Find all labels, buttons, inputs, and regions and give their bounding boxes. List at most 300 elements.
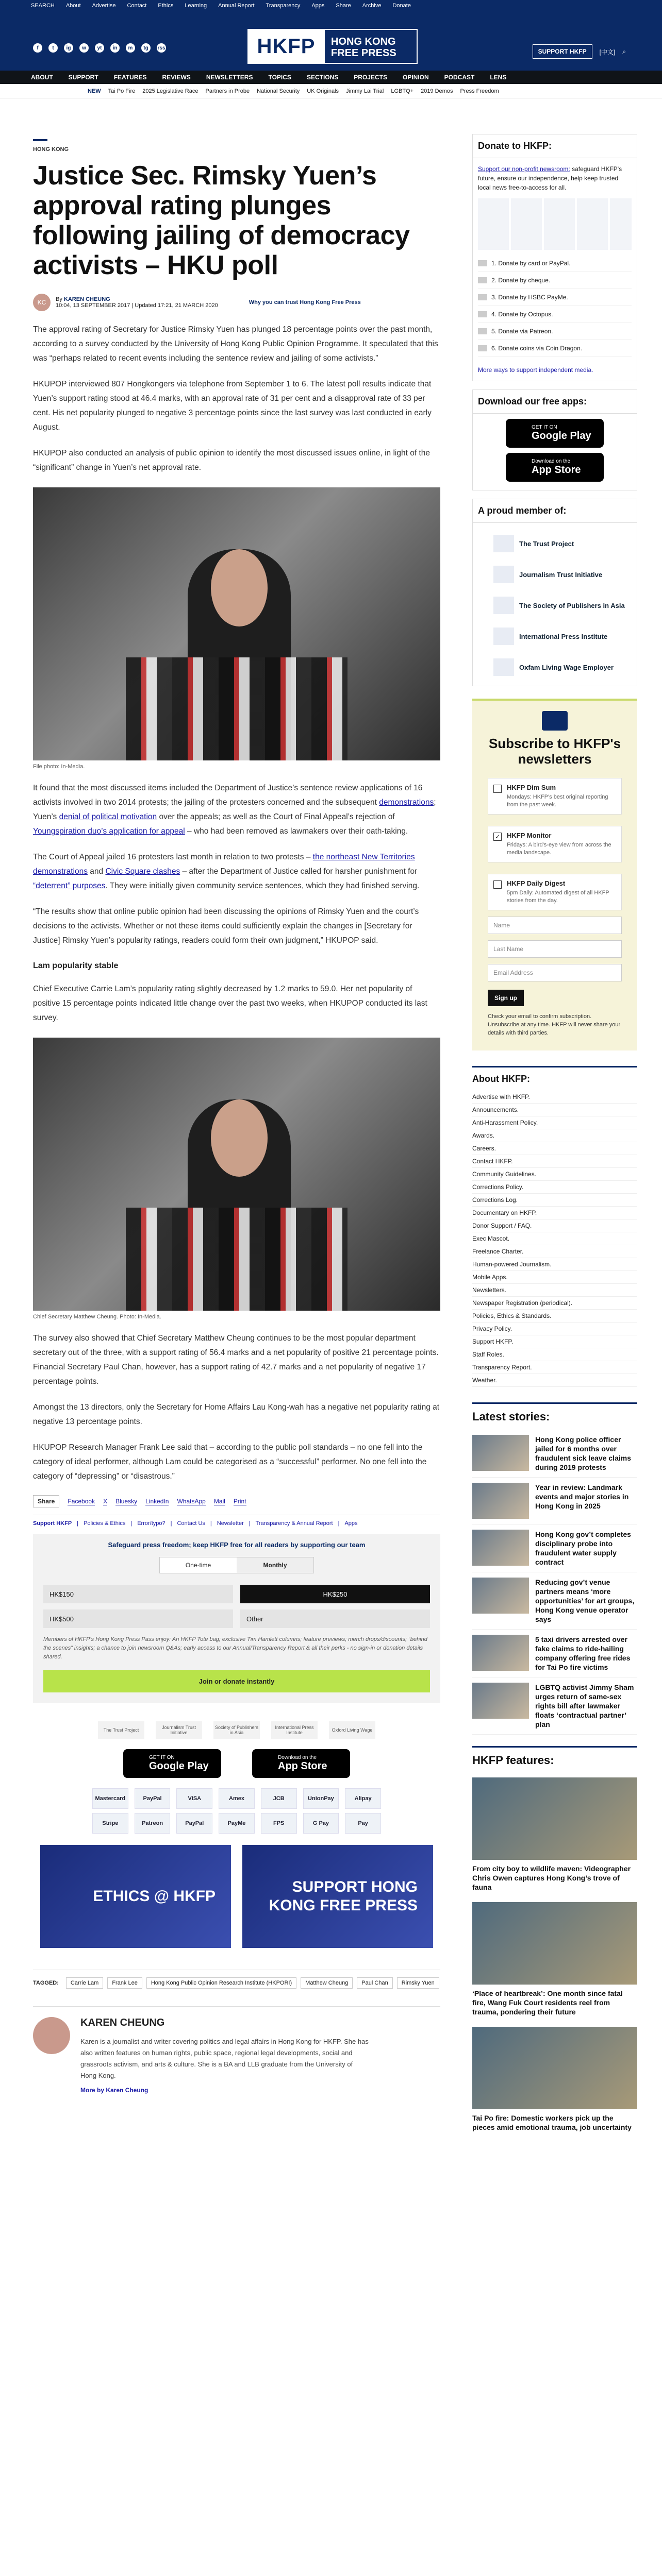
about-link[interactable]: Contact HKFP. — [472, 1155, 637, 1168]
share-bar — [33, 1495, 440, 1507]
partner-icon — [493, 628, 514, 645]
partner-logo[interactable] — [493, 533, 637, 554]
story-thumb — [472, 1530, 529, 1566]
feature-item[interactable] — [472, 2023, 637, 2138]
feature-item[interactable] — [472, 1898, 637, 2023]
author-box — [33, 2006, 440, 2094]
payment-logo[interactable]: G Pay — [303, 1813, 339, 1834]
story-thumb — [472, 1435, 529, 1471]
method-icon — [478, 345, 487, 351]
widget-title: Donate to HKFP: — [473, 134, 637, 158]
logo-name — [325, 29, 418, 64]
inline-link[interactable]: Civic Square clashes — [105, 867, 180, 876]
partner-name: The Society of Publishers in Asia — [519, 601, 625, 609]
donate-widget — [472, 134, 637, 381]
paragraph: Chief Executive Carrie Lam’s popularity rating slightly decreased by 1.2 marks to 59.0. Her net popularity of positive 15 percentage points indicated little change over the past two weeks, when HKUPOP conducted its last survey. — [33, 985, 427, 1022]
about-link[interactable]: Corrections Policy. — [472, 1181, 637, 1194]
member-logos — [33, 1721, 440, 1739]
newsletter-checkbox[interactable]: ✓ — [493, 833, 502, 841]
about-link[interactable]: Announcements. — [472, 1104, 637, 1116]
payment-logo[interactable]: PayPal — [176, 1813, 212, 1834]
name-field[interactable]: Name — [488, 917, 622, 934]
method-label: 1. Donate by card or PayPal. — [491, 260, 571, 267]
method-label: 5. Donate via Patreon. — [491, 328, 553, 335]
partner-name: Oxfam Living Wage Employer — [519, 663, 614, 671]
partner-logo[interactable] — [493, 657, 637, 677]
about-link[interactable]: Advertise with HKFP. — [472, 1091, 637, 1104]
payment-logo[interactable]: Alipay — [345, 1788, 381, 1809]
util-item[interactable]: Apps — [311, 3, 325, 9]
about-link[interactable]: Mobile Apps. — [472, 1271, 637, 1284]
newsletter-option[interactable] — [488, 874, 622, 910]
partner-icon — [493, 658, 514, 676]
text: safeguard HKFP's future, ensure our independence, help keep trusted local news free-to-access for all. — [478, 165, 622, 191]
badge-small: GET IT ON — [532, 425, 557, 430]
whatsapp-icon[interactable]: w — [79, 43, 89, 53]
join-button[interactable]: Join or donate instantly — [43, 1670, 430, 1692]
facebook-icon[interactable]: f — [33, 43, 42, 53]
app-store-badge[interactable] — [252, 1749, 350, 1778]
text: – who had been removed as lawmakers over their oath-taking. — [185, 827, 408, 836]
newsletter-widget — [472, 699, 637, 1050]
author-link[interactable]: KAREN CHEUNG — [63, 296, 110, 302]
text: – after the Department of Justice called for harsher punishment for — [180, 867, 418, 876]
util-item[interactable]: Archive — [362, 3, 382, 9]
nav-item[interactable]: LENS — [490, 74, 507, 81]
widget-title: Latest stories: — [472, 1402, 637, 1430]
paragraph: HKUPOP interviewed 807 Hongkongers via telephone from September 1 to 6. The latest poll results indicate that Yuen’s support rating stood at 46.4 marks, with an approval rate of 31 per cent and a disapproval rate of 33 per cent. His net popularity plunged to negative 3 percentage points since the last survey was last conducted in early August. — [33, 380, 432, 432]
telegram-icon[interactable]: tg — [141, 43, 151, 53]
newsletter-title: Subscribe to HKFP's newsletters — [488, 736, 621, 767]
story-title: Year in review: Landmark events and major stories in Hong Kong in 2025 — [535, 1483, 629, 1510]
paragraph — [33, 781, 440, 839]
about-link[interactable]: Donor Support / FAQ. — [472, 1219, 637, 1232]
trending-item[interactable]: Tai Po Fire — [108, 88, 136, 94]
trending-item[interactable]: Partners in Probe — [205, 88, 250, 94]
story-title: 5 taxi drivers arrested over fake claims to ride-hailing company offering free rides for Tai Po fire victims — [535, 1635, 631, 1671]
amount-option-selected[interactable]: HK$250 — [240, 1585, 430, 1603]
updated-date: Updated 17:21, 21 MARCH 2020 — [135, 302, 218, 309]
newsletter-option[interactable] — [488, 778, 622, 815]
paragraph: HKUPOP also conducted an analysis of public opinion to identify the most discussed issues online, in light of the “significant” change in Yuen’s net approval rate. — [33, 449, 430, 472]
about-link[interactable]: Support HKFP. — [472, 1335, 637, 1348]
site-logo[interactable] — [247, 29, 418, 64]
method-label: 2. Donate by cheque. — [491, 277, 551, 284]
nav-item[interactable]: NEWSLETTERS — [206, 74, 253, 81]
tag[interactable]: Frank Lee — [107, 1977, 142, 1989]
byline-prefix: By — [56, 296, 62, 302]
story-thumb — [472, 1483, 529, 1519]
site-header — [0, 11, 662, 71]
payment-logo[interactable]: Amex — [219, 1788, 255, 1809]
method-icon — [478, 277, 487, 283]
partner-name: The Trust Project — [519, 539, 574, 548]
inline-link[interactable]: Youngspiration duo’s application for appeal — [33, 827, 185, 836]
share-x[interactable]: X — [103, 1497, 108, 1505]
donation-title[interactable]: Safeguard press freedom; keep HKFP free for all readers by supporting our team — [108, 1541, 366, 1549]
new-label: NEW — [88, 88, 101, 94]
story-item[interactable] — [472, 1572, 637, 1630]
method-label: 3. Donate by HSBC PayMe. — [491, 294, 568, 301]
linkedin-icon[interactable]: in — [110, 43, 120, 53]
donate-method[interactable] — [478, 306, 632, 323]
about-link[interactable]: Privacy Policy. — [472, 1323, 637, 1335]
payment-logo[interactable]: FPS — [261, 1813, 297, 1834]
logo-mark: HKFP — [247, 29, 325, 64]
badge-label: Google Play — [532, 430, 591, 442]
feature-item[interactable] — [472, 1773, 637, 1898]
feature-title: ‘Place of heartbreak’: One month since fatal fire, Wang Fuk Court residents reel from trauma, pondering their future — [472, 1989, 623, 2016]
widget-title: About HKFP: — [472, 1066, 637, 1091]
byline — [33, 294, 440, 311]
frequency-toggle — [159, 1557, 314, 1573]
policy-links: Support HKFP | Policies & Ethics | Error/typo? | Contact Us | Newsletter | Transparency & Annual Report | Apps — [33, 1515, 440, 1527]
story-title: Reducing gov’t venue partners means ‘more opportunities’ for art groups, Hong Kong venue operator says — [535, 1578, 635, 1623]
article-section[interactable]: HONG KONG — [33, 146, 69, 152]
util-item[interactable]: Advertise — [92, 3, 116, 9]
article-photo-matthew-cheung — [33, 1038, 440, 1311]
badge-small: GET IT ON — [149, 1755, 175, 1760]
photo-face — [211, 549, 268, 626]
policy-link[interactable]: Newsletter — [217, 1520, 244, 1527]
feature-image — [472, 1777, 637, 1860]
story-title: Hong Kong gov’t completes disciplinary probe into fraudulent water supply contract — [535, 1530, 631, 1566]
trending-strip — [0, 84, 662, 98]
partner-icon — [493, 566, 514, 583]
partner-logo[interactable] — [493, 564, 637, 585]
feature-title: Tai Po fire: Domestic workers pick up the pieces amid emotional trauma, job uncertainty — [472, 2114, 632, 2131]
member-logo[interactable]: International Press Institute — [271, 1721, 318, 1739]
paragraph: “The results show that online public opinion had been discussing the opinions of Rimsky Yuen and the court’s decisions to the activists. Whether or not these items could sufficiently explain the changes in [Secretary for Justice] Rimsky Yuen’s popularity ratings, readers could form their own judgment,” HKUPOP said. — [33, 907, 419, 945]
amount-option[interactable]: HK$500 — [43, 1609, 233, 1628]
about-link[interactable]: Newspaper Registration (periodical). — [472, 1297, 637, 1310]
newsletter-name: HKFP Monitor — [507, 832, 552, 839]
envelope-icon — [542, 711, 568, 731]
trending-item[interactable]: 2019 Demos — [421, 88, 453, 94]
story-thumb — [472, 1578, 529, 1614]
util-item[interactable]: Annual Report — [218, 3, 255, 9]
about-link[interactable]: Corrections Log. — [472, 1194, 637, 1207]
payment-logo[interactable]: Stripe — [92, 1813, 128, 1834]
section-rule — [33, 139, 47, 141]
story-title: LGBTQ activist Jimmy Sham urges return of same-sex rights bill after lawmaker floats ‘contractual partner’ plan — [535, 1683, 634, 1728]
donate-method[interactable] — [478, 272, 632, 289]
newsletter-name: HKFP Dim Sum — [507, 784, 556, 791]
policy-link[interactable]: Transparency & Annual Report — [255, 1520, 333, 1527]
freq-one-time[interactable]: One-time — [185, 1562, 211, 1569]
paragraph: The approval rating of Secretary for Justice Rimsky Yuen has plunged 18 percentage points over the past month, according to a survey conducted by the University of Hong Kong Public Opinion Programme. It speculated that this was “perhaps related to recent events including the sentence review and jailing of some activists.” — [33, 325, 438, 363]
payment-logo[interactable]: Mastercard — [92, 1788, 128, 1809]
payment-logo[interactable]: PayMe — [219, 1813, 255, 1834]
trending-item[interactable]: UK Originals — [307, 88, 339, 94]
tag[interactable]: Hong Kong Public Opinion Research Institute (HKPORI) — [146, 1977, 296, 1989]
google-play-badge[interactable] — [506, 419, 604, 448]
share-print[interactable]: Print — [233, 1497, 246, 1505]
method-icon — [478, 294, 487, 300]
utility-bar — [0, 0, 662, 11]
share-bluesky[interactable]: Bluesky — [115, 1497, 138, 1505]
about-link[interactable]: Awards. — [472, 1129, 637, 1142]
donation-note: Members of HKFP's Hong Kong Press Pass enjoy: An HKFP Tote bag; exclusive Tim Hamlett columns; feature previews; merch drops/discounts; “behind the scenes” insights; a chance to join newsroom Q&As; early access to our Annual/Transparency Report & all their perks - no sign-in or donation details shared. — [43, 1636, 427, 1660]
more-by-author-link[interactable]: More by Karen Cheung — [80, 2087, 148, 2094]
donate-description — [473, 158, 637, 198]
util-item[interactable]: Ethics — [158, 3, 174, 9]
trending-item[interactable]: 2025 Legislative Race — [142, 88, 198, 94]
article-photo-rimsky-yuen — [33, 487, 440, 760]
header-actions — [533, 44, 626, 59]
policy-link[interactable]: Apps — [344, 1520, 358, 1527]
member-logo[interactable]: The Trust Project — [98, 1721, 144, 1739]
nav-item[interactable]: ABOUT — [31, 74, 53, 81]
share-facebook[interactable]: Facebook — [68, 1497, 95, 1505]
trending-item[interactable]: Jimmy Lai Trial — [346, 88, 384, 94]
util-item[interactable]: SEARCH — [31, 3, 55, 9]
photo-face — [211, 1099, 268, 1177]
nav-item[interactable]: REVIEWS — [162, 74, 191, 81]
util-item[interactable]: Share — [336, 3, 351, 9]
amount-options — [43, 1585, 430, 1628]
text: and — [87, 867, 106, 876]
author-photo[interactable] — [33, 2017, 70, 2054]
policy-link[interactable]: Support HKFP — [33, 1520, 72, 1527]
newsletter-checkbox[interactable] — [493, 785, 502, 793]
member-logo[interactable]: Journalism Trust Initiative — [156, 1721, 202, 1739]
feature-image — [472, 1902, 637, 1985]
share-label: Share — [33, 1495, 59, 1507]
paragraph — [33, 850, 440, 893]
member-logo[interactable]: Society of Publishers in Asia — [213, 1721, 260, 1739]
donate-methods — [473, 250, 637, 362]
policy-link[interactable]: Contact Us — [177, 1520, 205, 1527]
tag[interactable]: Matthew Cheung — [301, 1977, 353, 1989]
about-link[interactable]: Weather. — [472, 1374, 637, 1387]
member-logo[interactable]: Oxford Living Wage — [329, 1721, 375, 1739]
nav-item[interactable]: FEATURES — [113, 74, 147, 81]
amount-option[interactable]: HK$150 — [43, 1585, 233, 1603]
photo-caption: Chief Secretary Matthew Cheung. Photo: In-Media. — [33, 1314, 161, 1320]
trending-item[interactable]: National Security — [257, 88, 300, 94]
sidebar — [472, 134, 637, 2138]
logo-name-line2: FREE PRESS — [331, 47, 396, 59]
payment-logo[interactable]: Pay — [345, 1813, 381, 1834]
share-linkedin[interactable]: LinkedIn — [145, 1497, 169, 1505]
share-whatsapp[interactable]: WhatsApp — [177, 1497, 206, 1505]
app-store-badge[interactable] — [506, 453, 604, 482]
signup-button[interactable]: Sign up — [488, 990, 524, 1006]
about-link[interactable]: Documentary on HKFP. — [472, 1207, 637, 1219]
signup-note: Check your email to confirm subscription. Unsubscribe at any time. HKFP will never share your details with third parties. — [488, 1013, 621, 1036]
x-icon[interactable]: t — [48, 43, 58, 53]
partner-name: Journalism Trust Initiative — [519, 570, 603, 579]
logo-name-line1: HONG KONG — [331, 36, 396, 47]
about-link[interactable]: Policies, Ethics & Standards. — [472, 1310, 637, 1323]
amount-option[interactable]: Other — [240, 1609, 430, 1628]
search-icon[interactable]: ⌕ — [622, 47, 626, 55]
article-title: Justice Sec. Rimsky Yuen’s approval rating plunges following jailing of democracy activists – HKU poll — [33, 161, 410, 280]
paragraph: Amongst the 13 directors, only the Secretary for Home Affairs Lau Kong-wah has a negative net popularity rating at negative 13 percentage points. — [33, 1403, 440, 1426]
instagram-icon[interactable]: ig — [64, 43, 73, 53]
freq-monthly[interactable]: Monthly — [237, 1557, 313, 1573]
text: The Court of Appeal jailed 16 protesters last month in relation to two protests – — [33, 853, 313, 861]
inline-link[interactable]: denial of political motivation — [59, 812, 157, 821]
rss-icon[interactable]: rss — [157, 43, 166, 53]
badge-small: Download on the — [278, 1755, 317, 1760]
newsletter-option[interactable] — [488, 826, 622, 862]
paragraph: HKUPOP Research Manager Frank Lee said that – according to the public poll standards – no one fell into the category of ideal performer, although Lam could be categorised as a “successful” performer. No one fell into the category of “depressing” or “disastrous.” — [33, 1443, 427, 1481]
partner-icon — [493, 535, 514, 552]
policy-link[interactable]: Policies & Ethics — [84, 1520, 126, 1527]
text: . They were initially given community service sentences, which they had finished serving. — [105, 882, 420, 890]
badge-small: Download on the — [532, 459, 571, 464]
partner-name: International Press Institute — [519, 632, 608, 640]
util-item[interactable]: Donate — [392, 3, 411, 9]
about-link[interactable]: Exec Mascot. — [472, 1232, 637, 1245]
method-icon — [478, 328, 487, 334]
about-link[interactable]: Careers. — [472, 1142, 637, 1155]
story-item[interactable] — [472, 1430, 637, 1478]
story-item[interactable] — [472, 1478, 637, 1524]
nav-item[interactable]: SUPPORT — [68, 74, 98, 81]
inline-link[interactable]: “deterrent” purposes — [33, 882, 106, 890]
method-label: 6. Donate coins via Coin Dragon. — [491, 345, 583, 352]
photo-caption: File photo: In-Media. — [33, 764, 85, 770]
about-link[interactable]: Human-powered Journalism. — [472, 1258, 637, 1271]
article — [33, 139, 440, 2094]
paragraph: The survey also showed that Chief Secretary Matthew Cheung continues to be the most popular department secretary out of the three, with a support rating of 56.4 marks and a net popularity of positive 21 percentage points. Financial Secretary Paul Chan, however, has a support rating of 42.7 marks and a net popularity of negative 17 percentage points. — [33, 1334, 439, 1386]
method-icon — [478, 260, 487, 266]
policy-link[interactable]: Error/typo? — [137, 1520, 166, 1527]
nav-item[interactable]: TOPICS — [268, 74, 291, 81]
payment-logo[interactable]: Patreon — [135, 1813, 171, 1834]
partner-logo[interactable] — [493, 626, 637, 647]
nav-item[interactable]: SECTIONS — [306, 74, 339, 81]
apps-widget — [472, 389, 637, 490]
payment-logo[interactable]: JCB — [261, 1788, 297, 1809]
method-icon — [478, 311, 487, 317]
hkfp-features — [472, 1746, 637, 2138]
about-link[interactable]: Community Guidelines. — [472, 1168, 637, 1181]
main-nav — [0, 71, 662, 84]
tag[interactable]: Carrie Lam — [66, 1977, 103, 1989]
tag[interactable]: Paul Chan — [357, 1977, 392, 1989]
payment-methods — [92, 1788, 381, 1834]
about-link[interactable]: Staff Roles. — [472, 1348, 637, 1361]
partner-icon — [493, 597, 514, 614]
author-avatar[interactable]: KC — [33, 294, 51, 311]
author-bio: Karen is a journalist and writer covering politics and legal affairs in Hong Kong for HKFP. She has also written features on human rights, public space, regional legal developments, social and grassroots activism, and arts & culture. She is a BA and LLB graduate from the University of Hong Kong. — [80, 2038, 369, 2079]
widget-title: A proud member of: — [473, 499, 637, 523]
payment-logo[interactable]: VISA — [176, 1788, 212, 1809]
payment-logo[interactable]: PayPal — [135, 1788, 171, 1809]
donate-method[interactable] — [478, 323, 632, 340]
story-thumb — [472, 1635, 529, 1671]
newsletter-desc: Mondays: HKFP's best original reporting from the past week. — [507, 794, 608, 808]
nav-item[interactable]: PROJECTS — [354, 74, 387, 81]
author-name[interactable]: KAREN CHEUNG — [80, 2017, 165, 2028]
about-link[interactable]: Newsletters. — [472, 1284, 637, 1297]
about-link[interactable]: Transparency Report. — [472, 1361, 637, 1374]
promo-ethics[interactable]: ETHICS @ HKFP — [40, 1845, 231, 1948]
util-item[interactable]: Learning — [185, 3, 207, 9]
story-item[interactable] — [472, 1677, 637, 1735]
donate-method[interactable] — [478, 255, 632, 272]
membership-widget — [472, 499, 637, 686]
story-item[interactable] — [472, 1630, 637, 1677]
about-widget — [472, 1066, 637, 1387]
trust-link[interactable]: Why you can trust Hong Kong Free Press — [249, 299, 361, 306]
donate-link[interactable]: Support our non-profit newsroom: — [478, 165, 570, 173]
trending-item[interactable]: LGBTQ+ — [391, 88, 414, 94]
badge-label: Google Play — [149, 1760, 209, 1772]
photo-microphones — [126, 1208, 347, 1311]
story-thumb — [472, 1683, 529, 1719]
newsletter-name: HKFP Daily Digest — [507, 879, 566, 887]
nav-item[interactable]: OPINION — [402, 74, 429, 81]
promo-support[interactable]: SUPPORT HONG KONG FREE PRESS — [242, 1845, 433, 1948]
latest-stories — [472, 1402, 637, 1735]
tag[interactable]: Rimsky Yuen — [397, 1977, 439, 1989]
share-mail[interactable]: Mail — [213, 1497, 225, 1505]
text: over the appeals; as well as the Court of Final Appeal’s rejection of — [157, 812, 395, 821]
partner-logo[interactable] — [493, 595, 637, 616]
byline-text: By KAREN CHEUNG 10:04, 13 SEPTEMBER 2017 | Updated 17:21, 21 MARCH 2020 — [56, 296, 218, 309]
trending-item[interactable]: Press Freedom — [460, 88, 499, 94]
support-hkfp-button[interactable]: SUPPORT HKFP — [533, 44, 592, 59]
subheading: Lam popularity stable — [33, 961, 119, 970]
about-link[interactable]: Anti-Harassment Policy. — [472, 1116, 637, 1129]
donate-method[interactable] — [478, 340, 632, 357]
tags-label: TAGGED: — [33, 1980, 59, 1986]
donation-box — [33, 1534, 440, 1703]
donate-method[interactable] — [478, 289, 632, 306]
text: It found that the most discussed items included the Department of Justice’s sentence review applications of 16 activists involved in two 2014 protests; the jailing of the protesters concerned and the subsequent — [33, 784, 423, 807]
util-item[interactable]: About — [65, 3, 81, 9]
nav-item[interactable]: PODCAST — [444, 74, 475, 81]
language-switch[interactable]: [中文] — [599, 48, 616, 56]
feature-image — [472, 2027, 637, 2109]
about-link[interactable]: Freelance Charter. — [472, 1245, 637, 1258]
util-item[interactable]: Contact — [127, 3, 147, 9]
payment-logos-area — [478, 198, 632, 250]
widget-title: HKFP features: — [472, 1746, 637, 1773]
newsletter-desc: 5pm Daily: Automated digest of all HKFP stories from the day. — [507, 890, 609, 904]
youtube-icon[interactable]: yt — [95, 43, 104, 53]
feature-title: From city boy to wildlife maven: Videographer Chris Owen captures Hong Kong’s trove of fauna — [472, 1865, 631, 1891]
more-ways-link[interactable]: More ways to support independent media. — [478, 366, 593, 374]
app-badges — [33, 1749, 440, 1778]
badge-label: App Store — [532, 464, 581, 476]
widget-title: Download our free apps: — [473, 390, 637, 414]
story-item[interactable] — [472, 1524, 637, 1572]
inline-link[interactable]: demonstrations — [379, 798, 434, 807]
util-item[interactable]: Transparency — [266, 3, 301, 9]
promo-videos — [33, 1845, 440, 1948]
newsletter-checkbox[interactable] — [493, 880, 502, 889]
google-play-badge[interactable] — [123, 1749, 221, 1778]
photo-microphones — [126, 657, 347, 760]
tag-list — [33, 1970, 440, 1989]
text: ; Yuen’s — [33, 798, 436, 821]
mastodon-icon[interactable]: m — [126, 43, 135, 53]
inline-link[interactable]: the northeast New Territories demonstrations — [33, 853, 415, 876]
email-field[interactable]: Email Address — [488, 964, 622, 981]
social-links — [33, 43, 166, 53]
payment-logo[interactable]: UnionPay — [303, 1788, 339, 1809]
last-name-field[interactable]: Last Name — [488, 940, 622, 958]
method-label: 4. Donate by Octopus. — [491, 311, 553, 318]
newsletter-desc: Fridays: A bird's-eye view from across the media landscape. — [507, 842, 611, 856]
story-title: Hong Kong police officer jailed for 6 months over fraudulent sick leave claims during 2019 protests — [535, 1435, 631, 1471]
